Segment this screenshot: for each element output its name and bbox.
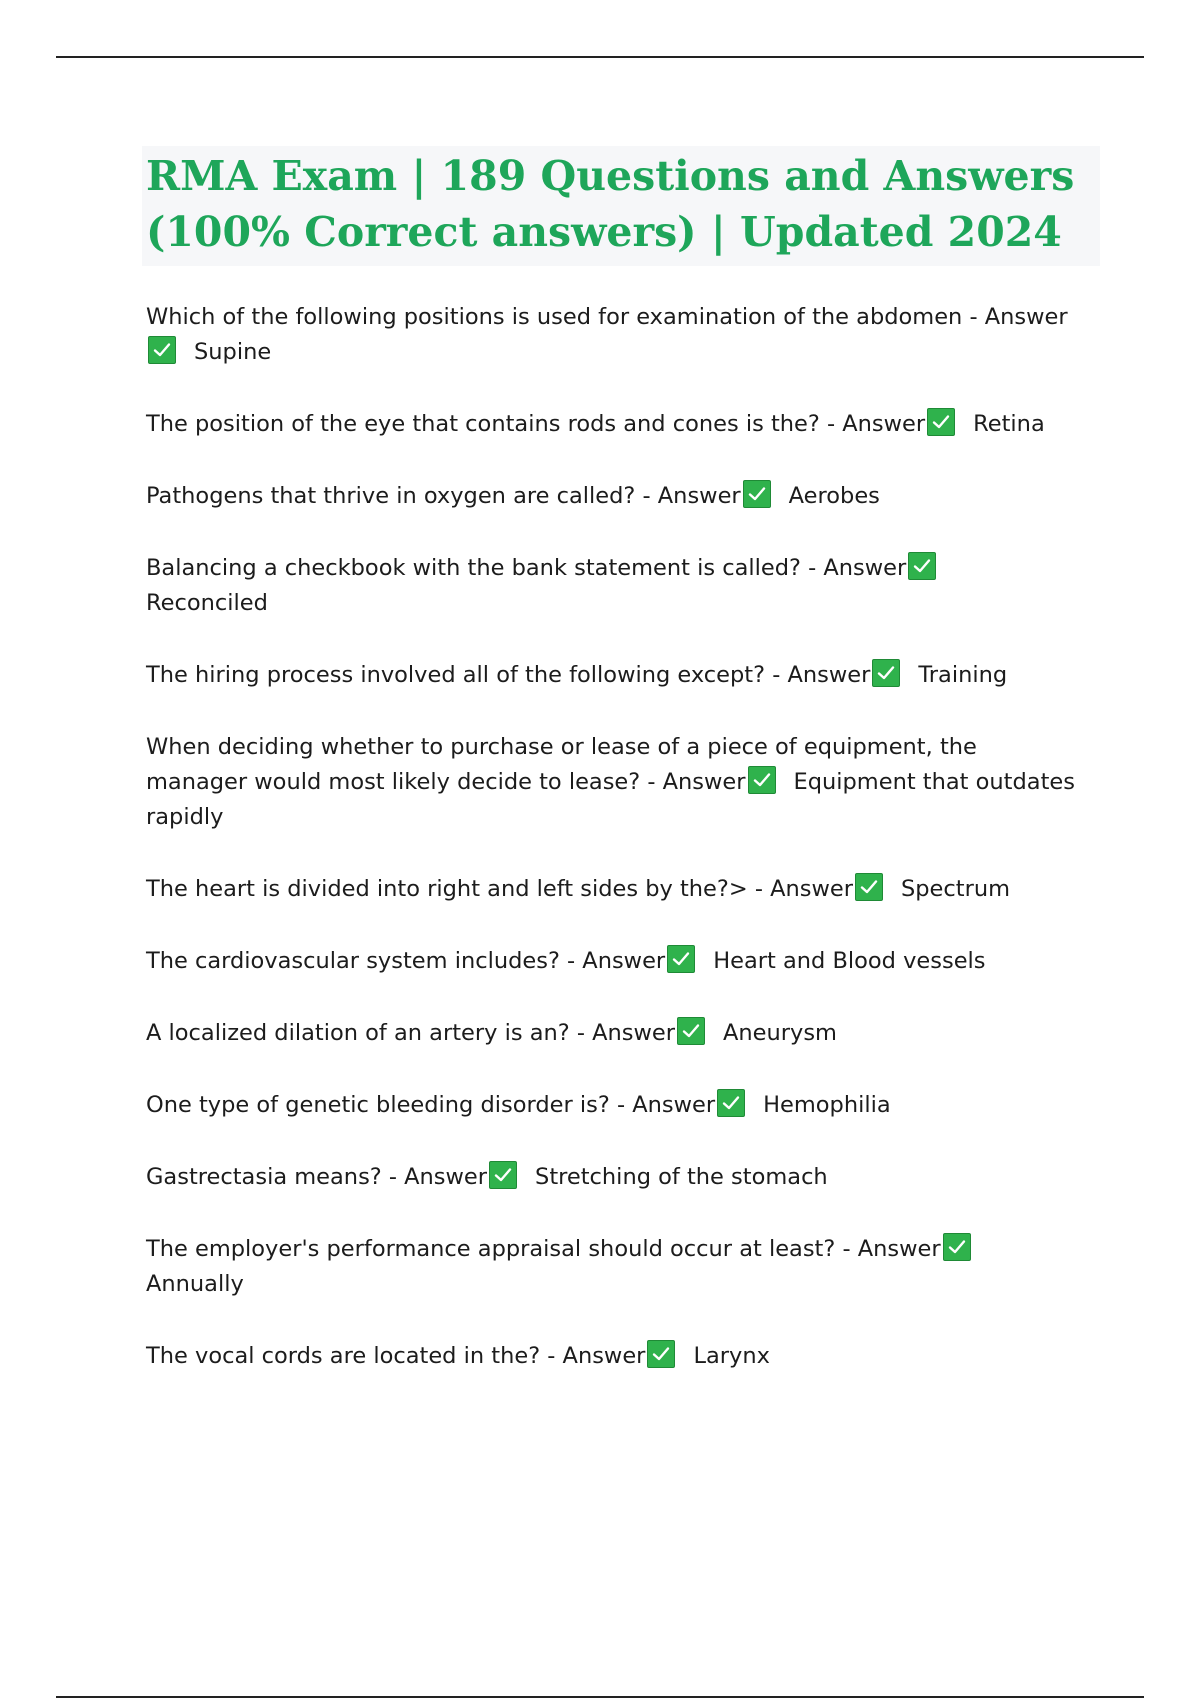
qa-item	[146, 1232, 1076, 1302]
question-text: Pathogens that thrive in oxygen are called? - Answer	[146, 483, 741, 509]
check-mark-icon	[647, 1340, 675, 1368]
check-mark-icon	[908, 552, 936, 580]
answer-text: Larynx	[693, 1343, 770, 1369]
check-mark-icon	[943, 1233, 971, 1261]
question-text: Gastrectasia means? - Answer	[146, 1164, 488, 1190]
question-text: Balancing a checkbook with the bank statement is called? - Answer	[146, 555, 907, 581]
footer-rule	[56, 1696, 1144, 1698]
qa-item	[146, 944, 1076, 979]
answer-text: Aerobes	[788, 483, 880, 509]
question-text: The cardiovascular system includes? - Answer	[146, 948, 666, 974]
answer-text: Aneurysm	[723, 1020, 837, 1046]
check-mark-icon	[148, 336, 176, 364]
answer-text: Retina	[973, 411, 1045, 437]
qa-item	[146, 1160, 1076, 1195]
check-mark-icon	[872, 659, 900, 687]
qa-item	[146, 1016, 1076, 1051]
qa-item	[146, 658, 1076, 693]
answer-text: Heart and Blood vessels	[713, 948, 986, 974]
qa-item	[146, 551, 1076, 621]
qa-item	[146, 1339, 1076, 1374]
check-mark-icon	[677, 1017, 705, 1045]
answer-text: Equipment that outdates rapidly	[146, 769, 1075, 830]
check-mark-icon	[743, 480, 771, 508]
answer-text: Supine	[194, 339, 272, 365]
document-title-line2: (100% Correct answers) | Updated 2024	[146, 208, 1062, 256]
qa-item	[146, 300, 1076, 370]
check-mark-icon	[667, 945, 695, 973]
check-mark-icon	[489, 1161, 517, 1189]
question-text: The employer's performance appraisal should occur at least? - Answer	[146, 1236, 941, 1262]
qa-item	[146, 872, 1076, 907]
question-text: Which of the following positions is used for examination of the abdomen - Answer	[146, 304, 1068, 330]
question-text: The hiring process involved all of the following except? - Answer	[146, 662, 871, 688]
qa-list	[146, 300, 1076, 1411]
answer-text: Spectrum	[900, 876, 1011, 902]
qa-item	[146, 407, 1076, 442]
check-mark-icon	[748, 766, 776, 794]
question-text: One type of genetic bleeding disorder is? - Answer	[146, 1092, 716, 1118]
question-text: The heart is divided into right and left sides by the?> - Answer	[146, 876, 853, 902]
answer-text: Hemophilia	[763, 1092, 891, 1118]
qa-item	[146, 479, 1076, 514]
answer-text: Stretching of the stomach	[535, 1164, 828, 1190]
question-text: When deciding whether to purchase or lease of a piece of equipment, the manager would most likely decide to lease? - Answer	[146, 734, 977, 795]
answer-text: Reconciled	[146, 590, 268, 616]
check-mark-icon	[855, 873, 883, 901]
qa-item	[146, 730, 1076, 835]
document-title	[146, 148, 1096, 260]
check-mark-icon	[717, 1089, 745, 1117]
answer-text: Annually	[146, 1271, 244, 1297]
check-mark-icon	[927, 408, 955, 436]
answer-text: Training	[918, 662, 1008, 688]
question-text: A localized dilation of an artery is an? - Answer	[146, 1020, 676, 1046]
title-block	[142, 146, 1100, 266]
header-rule	[56, 56, 1144, 58]
qa-item	[146, 1088, 1076, 1123]
question-text: The position of the eye that contains rods and cones is the? - Answer	[146, 411, 926, 437]
question-text: The vocal cords are located in the? - Answer	[146, 1343, 646, 1369]
document-title-line1: RMA Exam | 189 Questions and Answers	[146, 152, 1075, 200]
